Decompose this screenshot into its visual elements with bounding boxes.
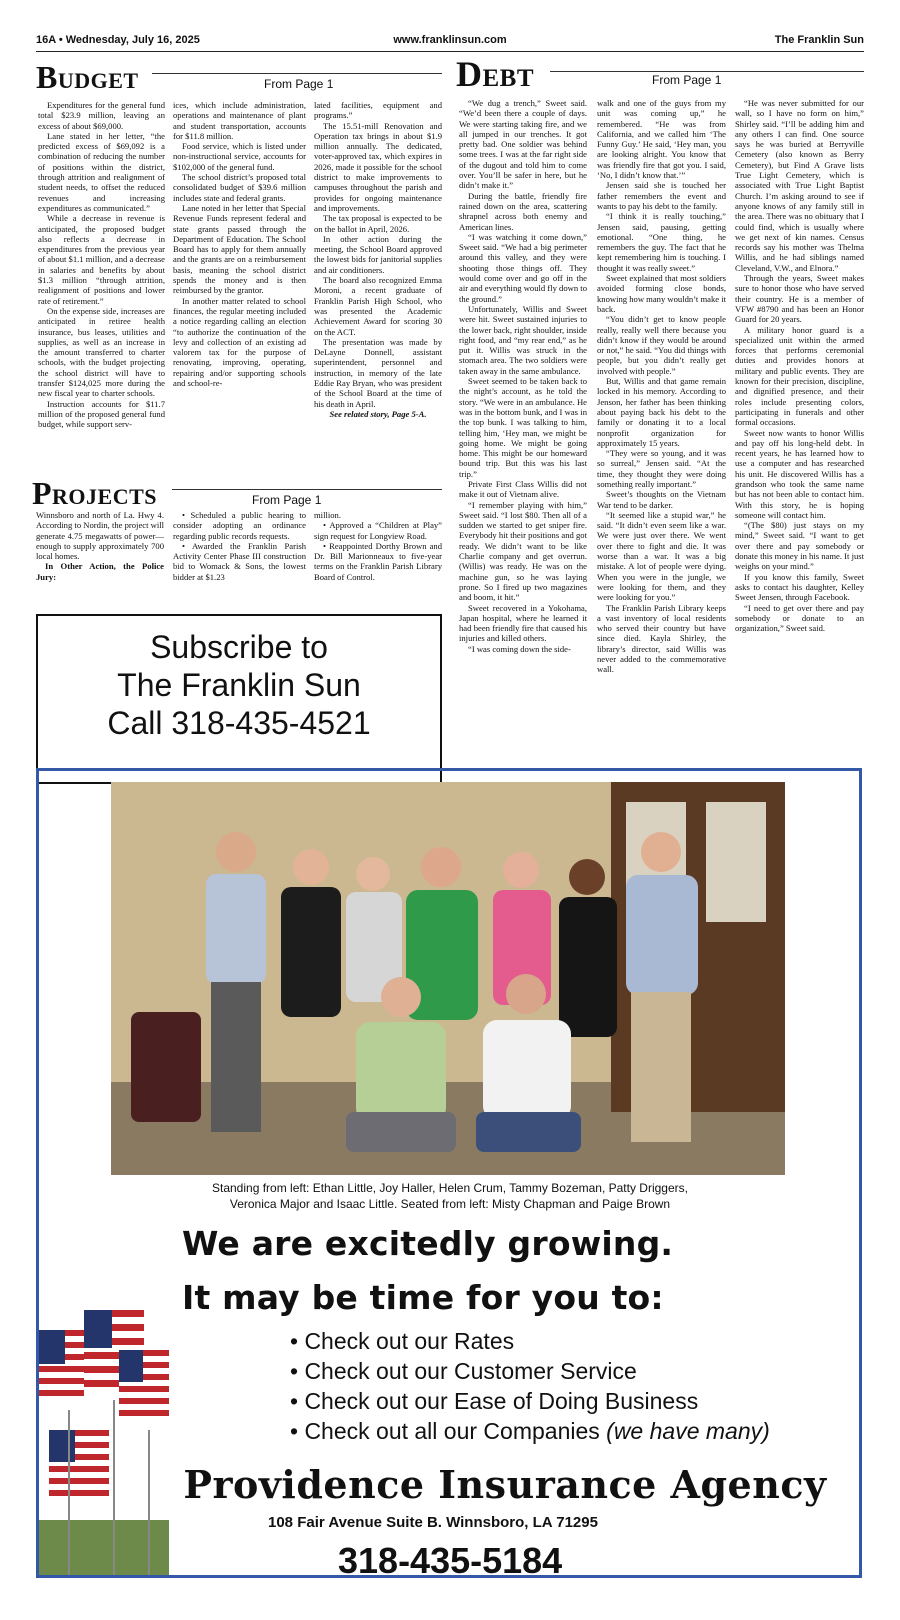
- projects-headline: Projects: [32, 475, 158, 511]
- ad-bullet-ease: • Check out our Ease of Doing Business: [290, 1388, 699, 1414]
- projects-col-2: • Scheduled a public hearing to consider adopting an ordinance regarding public records requests. • Awarded the Franklin Parish Activity Center Phase III construction bid to Womack & Sons, the lowest bidder at $1.23: [173, 510, 306, 582]
- projects-col-3: million. • Approved a “Children at Play” sign request for Longview Road. • Reappointed Dorthy Brown and Dr. Bill Marionneaux to five-year terms on the Franklin Parish Library Board of Control.: [314, 510, 442, 582]
- header-rule: [36, 51, 864, 52]
- website-url[interactable]: www.franklinsun.com: [393, 34, 507, 46]
- ad-headline-1: We are excitedly growing.: [182, 1224, 674, 1263]
- budget-rule: [152, 73, 442, 74]
- agency-address: 108 Fair Avenue Suite B. Winnsboro, LA 71295: [268, 1514, 598, 1531]
- projects-rule: [172, 489, 442, 490]
- debt-col-2: walk and one of the guys from my unit was coming up,” he remembered. “He was from California, and we called him ‘The Funny Guy.’ He said, ‘Hey man, you are looking alright. You know that was friendly fire that got you. I said, ‘No, I didn’t know that.’” Jensen said she is touched her father remembers the event and wants to pay his debt to the family. “I think it is really touching,” Jensen said, pausing, getting emotional. “One thing, he remembers the guy. The fact that he kept remembering him is touching. I thought it was really sweet.” Sweet explained that most soldiers avoided forming close bonds, knowing how many wouldn’t make it back. “You didn’t get to know people really, really well there because you didn’t know if they would be around or not,” he said. “You did things with people, but you didn’t really get involved with people.” But, Willis and that game remain locked in his memory. According to Jenson, her father has been thinking about paying back his debt to the family or donating it to a local nonprofit organization for approximately 15 years. “They were so young, and it was so surreal,” Jensen said. “At the time, they thought they were doing something really important.” Sweet’s thoughts on the Vietnam War tend to be darker. “It seemed like a stupid war,” he said. “It didn’t even seem like a war. We were just over there. We went over there to fight and die. It was worse than a war. It was a big mistake. A lot of people were dying. When you were in the jungle, we were looking for them, and they were looking for you.” The Franklin Parish Library keeps a vast inventory of local residents who served their country but have since died. Kayla Shirley, the library’s director, said Willis was never added to the commemorative wall.: [597, 98, 726, 675]
- agency-name: Providence Insurance Agency: [183, 1462, 827, 1507]
- projects-col-1: Winnsboro and north of La. Hwy 4. According to Nordin, the project will generate 4.75 megawatts of power—enough to supply approximately 700 local homes. In Other Action, the Police Jury:: [36, 510, 164, 582]
- budget-from-page: From Page 1: [264, 77, 334, 91]
- projects-from-page: From Page 1: [252, 493, 322, 507]
- subscribe-box: [36, 614, 442, 784]
- budget-col-2: ices, which include administration, operations and maintenance of plant and student transportation, accounts for $11.8 million. Food service, which is listed under non-instructional service, accounts for $102,000 of the general fund. The school district’s proposed total consolidated budget of $39.6 million includes state and federal grants. Lane noted in her letter that Special Revenue Funds represent federal and state grants passed through the Department of Education. The School Board has to apply for them annually and the grants are on a reimbursement basis, meaning the school district spends the money and is then reimbursed by the grantor. In another matter related to school finances, the regular meeting included a notice regarding calling an election “to authorize the continuation of the levy and collection of an existing ad valorem tax for the purpose of renovating, improving, operating, repairing and/or supporting schools and school-re-: [173, 100, 306, 389]
- paper-name: The Franklin Sun: [774, 34, 864, 46]
- ad-bullet-service: • Check out our Customer Service: [290, 1358, 637, 1384]
- debt-from-page: From Page 1: [652, 73, 722, 87]
- see-related-link[interactable]: See related story, Page 5-A.: [329, 408, 427, 419]
- page-header: [36, 34, 864, 50]
- debt-col-3: “He was never submitted for our wall, so I have no form on him,” Shirley said. “I’ll be adding him and any others I can find. One source says he was buried at Berryville Cemetery (also known as Berry Cemetery), but Find A Grave lists True Light Cemetery, which is associated with True Light Baptist Church. I’m asking around to see if anyone knows of any family still in the area. There was no obituary that I could find, which is usually where we get next of kin names. Census records say his mother was Thelma Willis, and he had siblings named Cleveland, V.W., and Elnora.” Through the years, Sweet makes sure to honor those who have served their country. He is a member of VFW #8790 and has been an Honor Guard for 20 years. A military honor guard is a specialized unit within the armed forces that performs ceremonial duties and provides honors at military and public events. They are known for their precision, discipline, and dignified presence, and their roles include presenting colors, participating in funerals and other formal occasions. Sweet now wants to honor Willis and pay off his long-held debt. In recent years, he has learned how to use a computer and has researched his unit. He discovered Willis has a grandson who took the same name but has not been able to contact him. With this story, he is hoping someone will contact him. “(The $80) just stays on my mind,” Sweet said. “I want to get over there and pay somebody or donate this money in his name. It just weighs on your mind.” If you know this family, Sweet asks to contact his daughter, Kelley Sweet Jensen, through Facebook. “I need to get over there and pay somebody or donate to an organization,” Sweet said.: [735, 98, 864, 634]
- debt-col-1: “We dug a trench,” Sweet said. “We’d been there a couple of days. We were starting taking fire, and we all jumped in our trenches. It got pretty bad. One soldier was behind some trees. I was at the far right side of the dugout and told him to come over. You’ll be safer in here, but he didn’t make it.” During the battle, friendly fire rained down on the area, scattering shrapnel across both enemy and American lines. “I was watching it come down,” Sweet said. “We had a big perimeter around this valley, and they were shooting those things off. They would come over and go off in the air and everything would fly down to the ground.” Unfortunately, Willis and Sweet were hit. Sweet sustained injuries to the lower back, right shoulder, inside right food, and “my rear end,” as he put it. Willis was struck in the stomach area. The two soldiers were taken away in the same ambulance. Sweet seemed to be taken back to the night’s account, as he told the story. “We were in an ambulance. He was in the bottom bunk, and I was in the top bunk. I was talking to him, telling him, ‘Hey man, we might be going home. We might be going home. This might be our homeward bound trip. But this was his last trip.” Private First Class Willis did not make it out of Vietnam alive. “I remember playing with him,” Sweet said. “I lost $80. Then all of a sudden we started to get sniper fire. Everybody hit their positions and got ready. We didn’t want to be like Charlie company and get overrun. (Willis) was ready. He was on the machine gun, so he was laying prone. So I fired up two magazines and boom, it hit.” Sweet recovered in a Yokohama, Japan hospital, where he learned it had been friendly fire that caused his injuries and killed others. “I was coming down the side-: [459, 98, 587, 654]
- american-flags-graphic: [39, 1290, 169, 1575]
- budget-col-1: Expenditures for the general fund total $23.9 million, leaving an excess of about $69,000. Lane stated in her letter, “the predicted excess of $69,092 is a combination of reducing the number of positions within the district, through attrition and realignment of student needs, to offset the reduced revenues and increasing expenditures as communicated.” While a decrease in revenue is anticipated, the proposed budget also reflects a decrease in expenditures from the previous year of about $1.1 million, and a decrease in salaries and benefits by about $1.3 million “through attrition, realignment of positions and lower rate of retirement.” On the expense side, increases are anticipated in retiree health insurance, bus leases, utilities and supplies, as well as an increase in the amount transferred to charter schools, with the budget projecting the school district will have to transfer $124,025 more during the new fiscal year to charter schools. Instruction accounts for $11.7 million of the proposed general fund budget, while support serv-: [38, 100, 165, 430]
- subscribe-line-1: Subscribe to: [150, 629, 328, 665]
- subscribe-phone: Call 318-435-4521: [107, 705, 371, 741]
- staff-group-photo: [111, 782, 785, 1175]
- page-number-date: 16A • Wednesday, July 16, 2025: [36, 34, 200, 46]
- budget-headline: Budget: [36, 59, 139, 95]
- group-photo-illustration: [111, 782, 785, 1175]
- ad-bullet-companies: • Check out all our Companies (we have many): [290, 1418, 770, 1444]
- agency-phone[interactable]: 318-435-5184: [338, 1540, 563, 1581]
- debt-headline: Debt: [456, 54, 535, 94]
- photo-caption: Standing from left: Ethan Little, Joy Haller, Helen Crum, Tammy Bozeman, Patty Driggers, Veronica Major and Isaac Little. Seated from left: Misty Chapman and Paige Brown: [212, 1181, 688, 1211]
- subscribe-line-2: The Franklin Sun: [117, 667, 361, 703]
- ad-bullet-rates: • Check out our Rates: [290, 1328, 515, 1354]
- flags-illustration: [39, 1290, 169, 1575]
- budget-col-3: lated facilities, equipment and programs.” The 15.51-mill Renovation and Operation tax brings in about $1.9 million annually. The dedicated, voter-approved tax, which expires in 2026, made it possible for the school district to make improvements to campuses throughout the parish and provides for ongoing maintenance and improvements. The tax proposal is expected to be on the ballot in April, 2026. In other action during the meeting, the School Board approved the lowest bids for janitorial supplies and air conditioners. The board also recognized Emma Moroni, a recent graduate of Franklin Parish High School, who was presented the Academic Achievement Award for scoring 30 on the ACT. The presentation was made by DeLayne Donnell, assistant superintendent, personnel and instruction, in memory of the late Eddie Ray Bryan, who was president of the School Board at the time of his death in April. See related story, Page 5-A.: [314, 100, 442, 419]
- debt-rule: [550, 71, 864, 72]
- ad-headline-2: It may be time for you to:: [182, 1278, 664, 1317]
- ad-bullet-italic: (we have many): [606, 1418, 770, 1444]
